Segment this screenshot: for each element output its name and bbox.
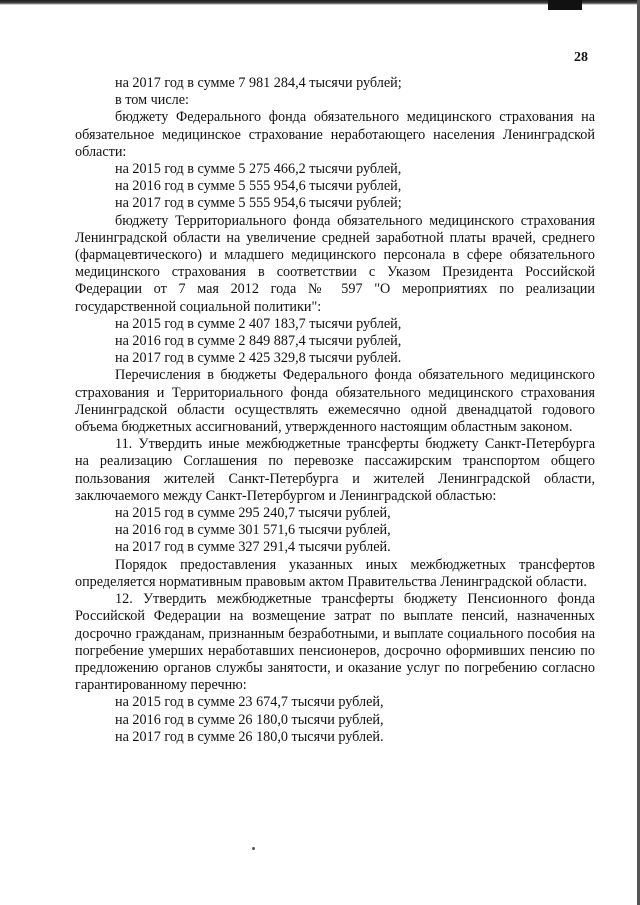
- page-number: 28: [574, 50, 588, 65]
- paragraph-territorial-fund: бюджету Территориального фонда обязательного медицинского страхования Ленинградской области на увеличение средней заработной платы врачей, среднего (фармацевтического) и младшего медицинского персонала в сфере обязательного медицинского страхования в соответствии с Указом Президента Российской Федерации от 7 мая 2012 года № 597 "О мероприятиях по реализации государственной социальной политики":: [75, 212, 595, 315]
- paragraph-procedure: Порядок предоставления указанных иных межбюджетных трансфертов определяется нормативным правовым актом Правительства Ленинградской области.: [75, 556, 595, 590]
- amount-line: на 2017 год в сумме 2 425 329,8 тысячи рублей.: [115, 350, 402, 367]
- scan-speck: [252, 847, 255, 850]
- amount-line: на 2015 год в сумме 295 240,7 тысячи рублей,: [115, 505, 391, 522]
- paragraph-transfers: Перечисления в бюджеты Федерального фонда обязательного медицинского страхования и Территориального фонда обязательного медицинского страхования Ленинградской области осуществлять ежемесячно одной двенадцатой годового объема бюджетных ассигнований, утвержденного настоящим областным законом.: [75, 367, 595, 436]
- amount-line: на 2015 год в сумме 23 674,7 тысячи рублей,: [115, 694, 384, 711]
- amount-line: на 2016 год в сумме 2 849 887,4 тысячи рублей,: [115, 333, 402, 350]
- amount-line: на 2016 год в сумме 26 180,0 тысячи рублей,: [115, 711, 384, 728]
- paragraph-item-12: 12. Утвердить межбюджетные трансферты бюджету Пенсионного фонда Российской Федерации на возмещение затрат по выплате пенсий, назначенных досрочно гражданам, признанным безработными, и выплате социального пособия на погребение умерших неработавших пенсионеров, досрочно оформивших пенсию по предложению органов службы занятости, и оказание услуг по погребению согласно гарантированному перечню:: [75, 591, 595, 694]
- amount-line: на 2017 год в сумме 26 180,0 тысячи рублей.: [115, 728, 384, 745]
- subheading-line: в том числе:: [115, 92, 189, 109]
- paragraph-item-11: 11. Утвердить иные межбюджетные трансферты бюджету Санкт-Петербурга на реализацию Соглашения по перевозке пассажирским транспортом общего пользования жителей Санкт-Петербурга и жителей Ленинградской области, заключаемого между Санкт-Петербургом и Ленинградской областью:: [75, 436, 595, 504]
- amount-line: на 2017 год в сумме 327 291,4 тысячи рублей.: [115, 539, 391, 556]
- paragraph-federal-fund: бюджету Федерального фонда обязательного медицинского страхования на обязательное медицинское страхование неработающего населения Ленинградской области:: [75, 109, 595, 160]
- amount-line: на 2017 год в сумме 7 981 284,4 тысячи рублей;: [115, 75, 402, 91]
- document-body: [75, 75, 595, 746]
- amount-line: на 2015 год в сумме 5 275 466,2 тысячи рублей,: [115, 161, 402, 178]
- amount-line: на 2017 год в сумме 5 555 954,6 тысячи рублей;: [115, 195, 402, 212]
- scan-top-edge: [0, 0, 640, 5]
- amount-line: на 2015 год в сумме 2 407 183,7 тысячи рублей,: [115, 315, 402, 332]
- amount-line: на 2016 год в сумме 301 571,6 тысячи рублей,: [115, 522, 391, 539]
- scan-artifact: [548, 0, 582, 10]
- amount-line: на 2016 год в сумме 5 555 954,6 тысячи рублей,: [115, 178, 402, 195]
